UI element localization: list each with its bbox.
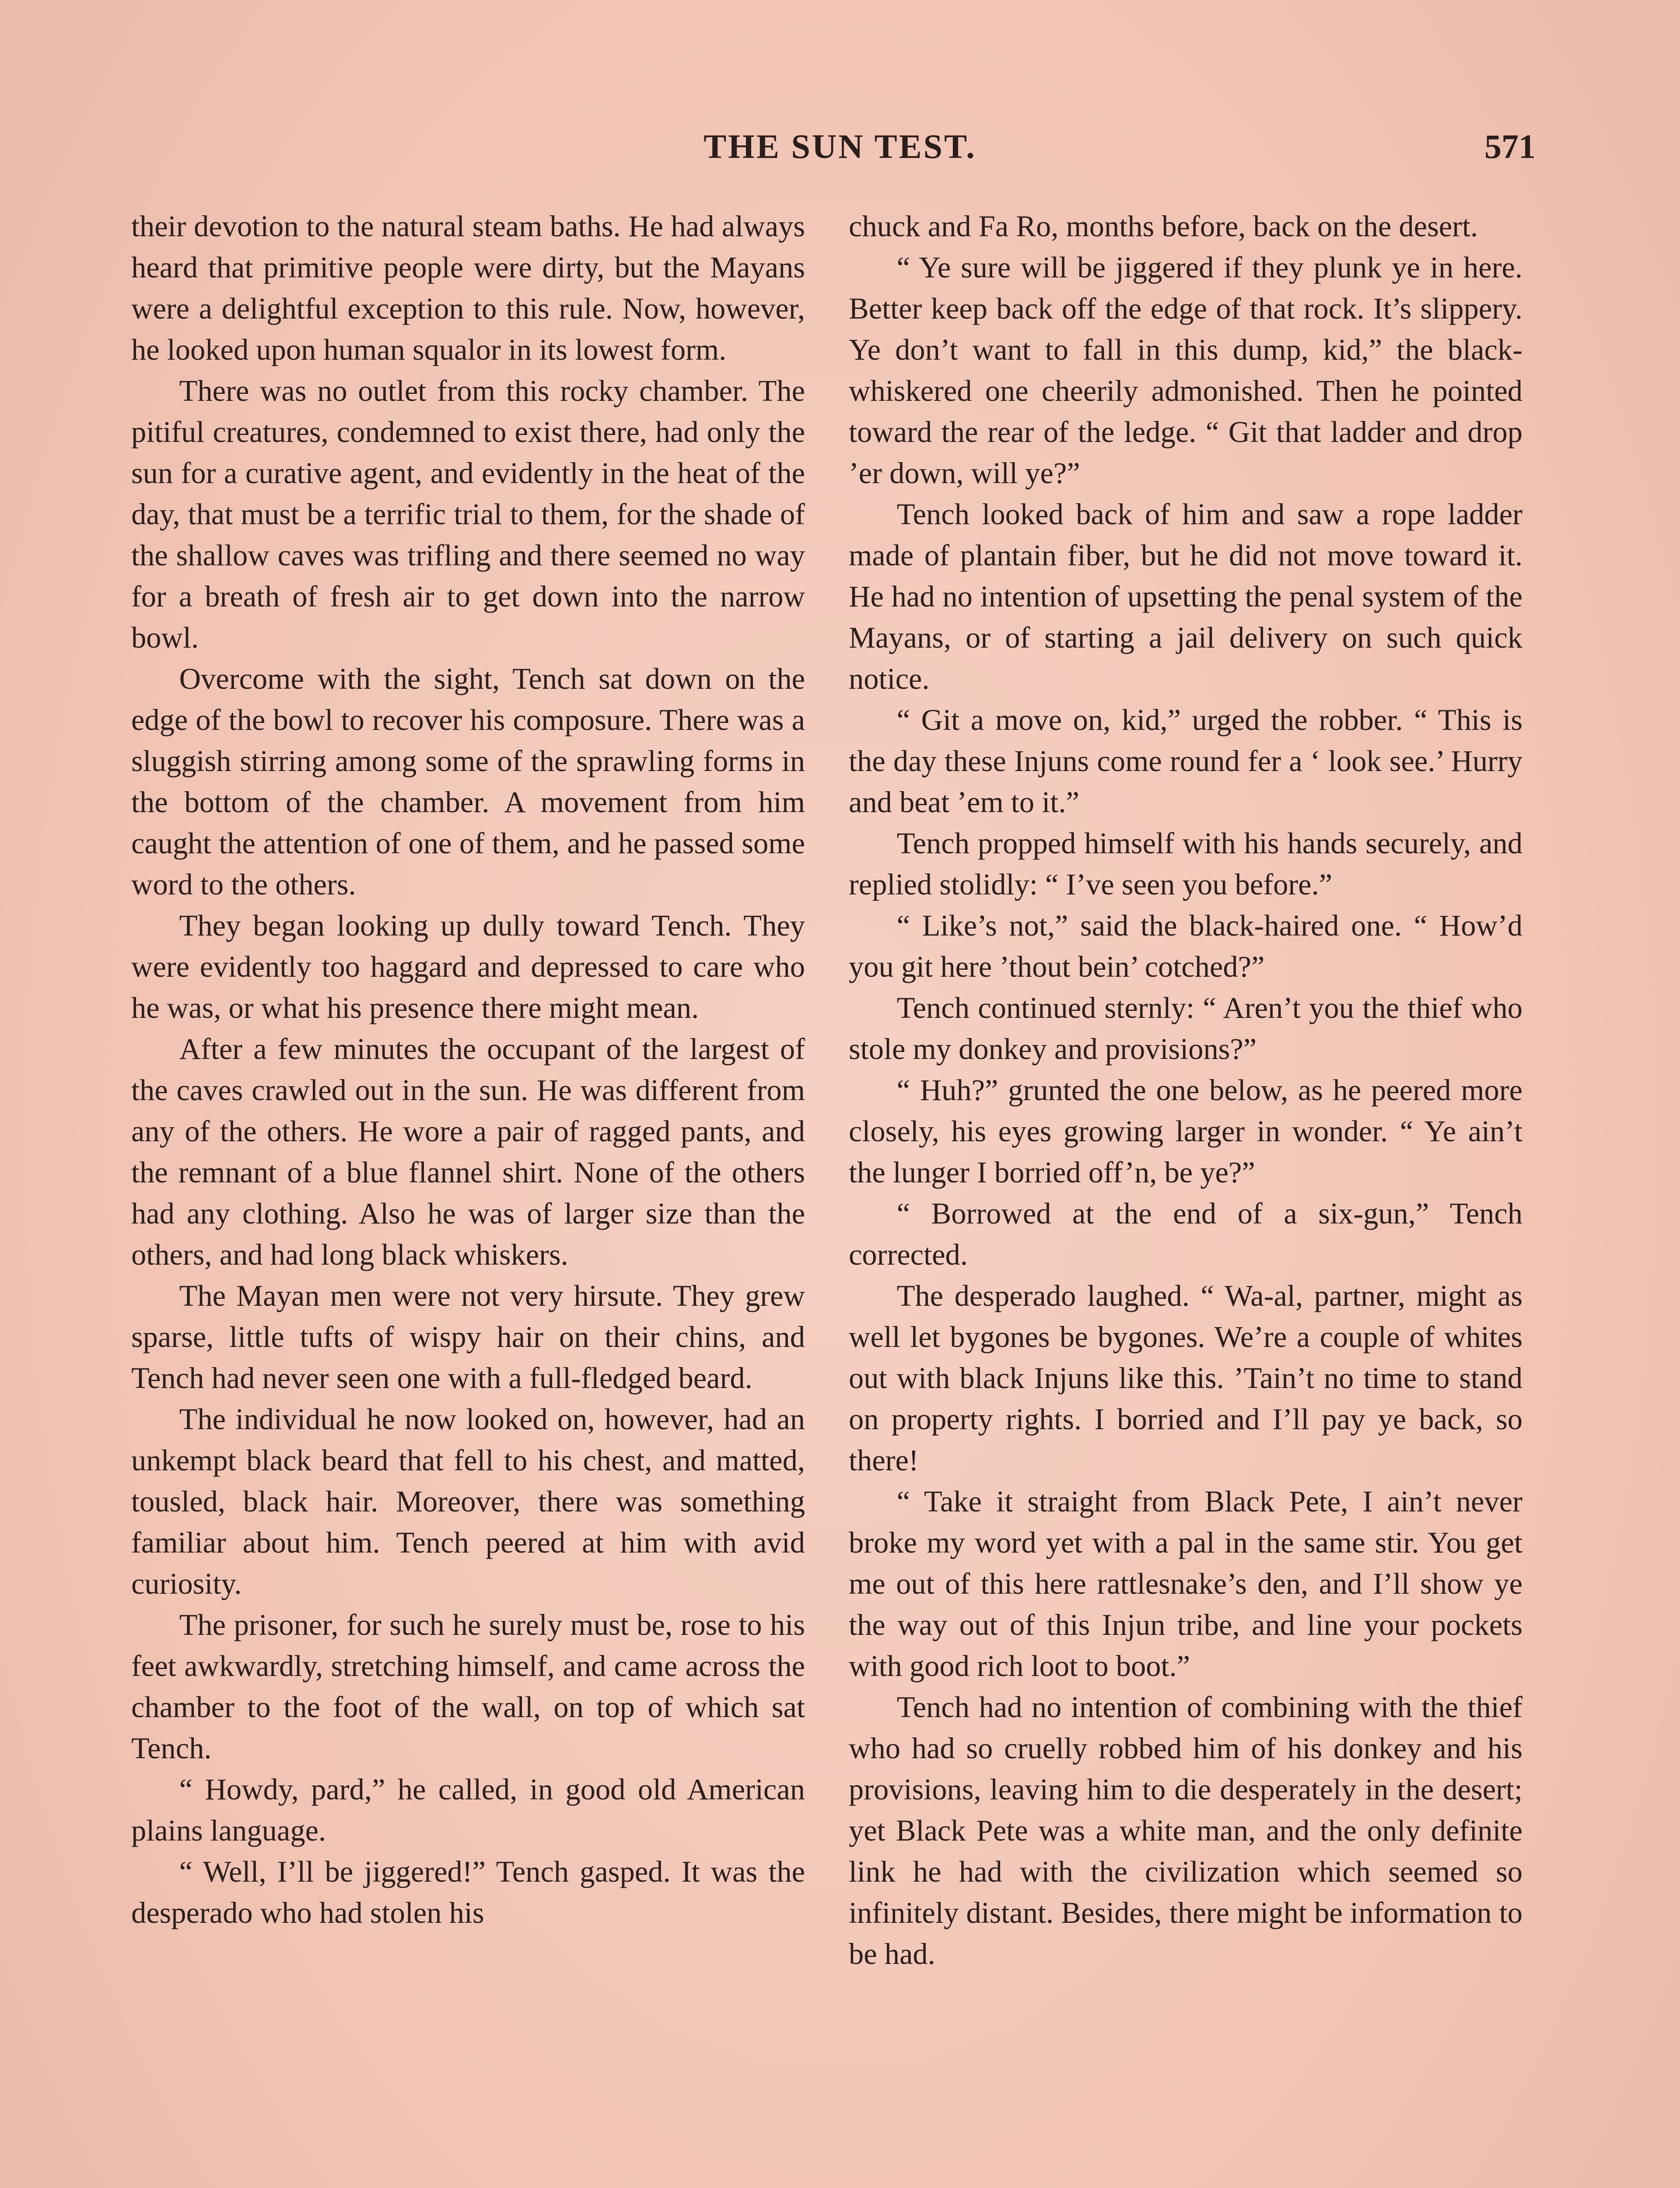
paragraph: Tench had no intention of combining with the thief who had so cruelly robbed him of his donkey and his provisions, leaving him to die desperately in the desert; yet Black Pete was a white man, and the only definite link he had with the civilization which seemed so infinitely distant. Besides, there might be information to be had. <box>849 1690 1522 1971</box>
paragraph: The prisoner, for such he surely must be, rose to his feet awkwardly, stretching himself, and came across the chamber to the foot of the wall, on top of which sat Tench. <box>131 1608 805 1765</box>
left-column <box>131 206 805 2188</box>
page-number: 571 <box>1484 127 1536 165</box>
paragraph: “ Howdy, pard,” he called, in good old American plains language. <box>131 1773 805 1847</box>
paragraph: “ Borrowed at the end of a six-gun,” Tench corrected. <box>849 1197 1522 1271</box>
paragraph: “ Ye sure will be jiggered if they plunk ye in here. Better keep back off the edge of that rock. It’s slippery. Ye don’t want to fall in this dump, kid,” the black-whiskered one cheerily admonished. Then he pointed toward the rear of the ledge. “ Git that ladder and drop ’er down, will ye?” <box>849 251 1522 490</box>
paragraph: “ Like’s not,” said the black-haired one. “ How’d you git here ’thout bein’ cotched?” <box>849 909 1522 983</box>
paragraph: chuck and Fa Ro, months before, back on the desert. <box>849 210 1478 243</box>
paragraph: Tench continued sternly: “ Aren’t you the thief who stole my donkey and provisions?” <box>849 991 1522 1066</box>
paragraph: Overcome with the sight, Tench sat down on the edge of the bowl to recover his composure. There was a sluggish stirring among some of the sprawling forms in the bottom of the chamber. A movement from him caught the attention of one of them, and he passed some word to the others. <box>131 662 805 901</box>
paragraph: The Mayan men were not very hirsute. They grew sparse, little tufts of wispy hair on their chins, and Tench had never seen one with a full-fledged beard. <box>131 1279 805 1395</box>
paragraph: Tench looked back of him and saw a rope ladder made of plantain fiber, but he did not move toward it. He had no intention of upsetting the penal system of the Mayans, or of starting a jail delivery on such quick notice. <box>849 498 1522 695</box>
paragraph: “ Well, I’ll be jiggered!” Tench gasped. It was the desperado who had stolen his <box>131 1855 805 1929</box>
right-column <box>849 206 1522 2188</box>
paragraph: The desperado laughed. “ Wa-al, partner, might as well let bygones be bygones. We’re a couple of whites out with black Injuns like this. ’Tain’t no time to stand on property rights. I borried and I’ll pay ye back, so there! <box>849 1279 1522 1477</box>
paragraph: Tench propped himself with his hands securely, and replied stolidly: “ I’ve seen you before.” <box>849 827 1522 901</box>
paragraph: “ Huh?” grunted the one below, as he peered more closely, his eyes growing larger in wonder. “ Ye ain’t the lunger I borried off’n, be ye?” <box>849 1073 1522 1189</box>
paragraph: There was no outlet from this rocky chamber. The pitiful creatures, condemned to exist there, had only the sun for a curative agent, and evidently in the heat of the day, that must be a terrific trial to them, for the shade of the shallow caves was trifling and there seemed no way for a breath of fresh air to get down into the narrow bowl. <box>131 374 805 654</box>
paragraph: “ Git a move on, kid,” urged the robber. “ This is the day these Injuns come round fer a ‘ look see.’ Hurry and beat ’em to it.” <box>849 703 1522 819</box>
paragraph: After a few minutes the occupant of the largest of the caves crawled out in the sun. He was different from any of the others. He wore a pair of ragged pants, and the remnant of a blue flannel shirt. None of the others had any clothing. Also he was of larger size than the others, and had long black whiskers. <box>131 1032 805 1271</box>
running-title: THE SUN TEST. <box>704 127 976 165</box>
paragraph: The individual he now looked on, however, had an unkempt black beard that fell to his chest, and matted, tousled, black hair. Moreover, there was something familiar about him. Tench peered at him with avid curiosity. <box>131 1403 805 1600</box>
page-header <box>144 127 1536 179</box>
paragraph: their devotion to the natural steam baths. He had always heard that primitive people were dirty, but the Mayans were a delightful exception to this rule. Now, however, he looked upon human squalor in its lowest form. <box>131 210 805 366</box>
paragraph: They began looking up dully toward Tench. They were evidently too haggard and depressed to care who he was, or what his presence there might mean. <box>131 909 805 1024</box>
paragraph: “ Take it straight from Black Pete, I ain’t never broke my word yet with a pal in the same stir. You get me out of this here rattlesnake’s den, and I’ll show ye the way out of this Injun tribe, and line your pockets with good rich loot to boot.” <box>849 1485 1522 1683</box>
